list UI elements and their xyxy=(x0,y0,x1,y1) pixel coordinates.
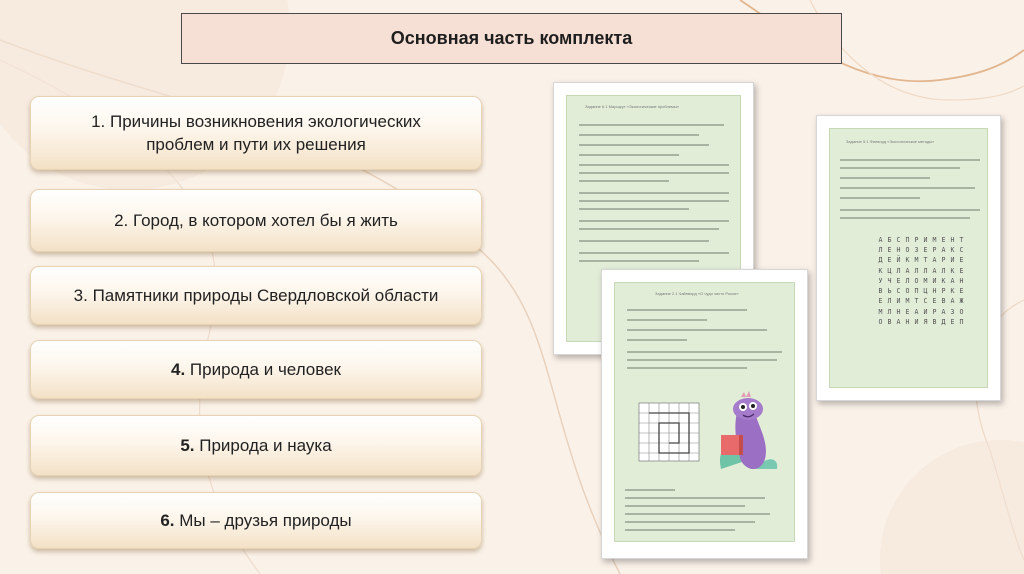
filword-letter: Е xyxy=(959,266,964,275)
filword-letter: Е xyxy=(932,297,937,306)
filword-letter: В xyxy=(932,317,937,326)
filword-letter: Д xyxy=(941,317,946,326)
filword-letter: Ч xyxy=(887,276,892,285)
filword-letter: Е xyxy=(878,297,883,306)
worksheet-green-area xyxy=(614,282,795,542)
filword-letter: А xyxy=(905,266,910,275)
filword-letter: Т xyxy=(914,297,919,306)
list-item-text: 4. Природа и человек xyxy=(171,360,341,379)
list-item-text: 1. Причины возникновения экологических проблем и пути их решения xyxy=(91,112,421,154)
list-item-6 xyxy=(30,492,482,549)
filword-letter: Н xyxy=(896,246,901,255)
filword-letter: Р xyxy=(932,307,937,316)
filword-letter: Ж xyxy=(959,297,964,306)
filword-letter: А xyxy=(914,307,919,316)
filword-letter: Л xyxy=(878,246,883,255)
filword-letter: К xyxy=(905,256,910,265)
filword-grid xyxy=(876,235,966,327)
filword-letter: А xyxy=(941,246,946,255)
filword-letter: Р xyxy=(941,256,946,265)
filword-letter: А xyxy=(941,307,946,316)
worksheet-green-area xyxy=(829,128,988,388)
filword-letter: И xyxy=(896,297,901,306)
filword-letter: А xyxy=(932,256,937,265)
slide-title: Основная часть комплекта xyxy=(181,13,842,64)
filword-letter: Н xyxy=(932,287,937,296)
filword-letter: О xyxy=(914,276,919,285)
list-item-text: 3. Памятники природы Свердловской области xyxy=(73,286,439,305)
filword-letter: Н xyxy=(896,307,901,316)
filword-letter: Ц xyxy=(887,266,892,275)
filword-letter: О xyxy=(905,246,910,255)
filword-letter: А xyxy=(878,236,883,244)
filword-letter: Л xyxy=(941,266,946,275)
filword-letter: Е xyxy=(959,287,964,296)
filword-letter: К xyxy=(950,287,955,296)
filword-letter: Л xyxy=(905,276,910,285)
worksheet-caption: Задание 5.1 Филворд «Экологические методы» xyxy=(846,139,935,144)
filword-letter: Л xyxy=(914,266,919,275)
filword-letter: Л xyxy=(887,297,892,306)
filword-letter: М xyxy=(932,236,937,244)
filword-letter: К xyxy=(950,246,955,255)
filword-letter: М xyxy=(914,256,919,265)
filword-letter: В xyxy=(887,317,892,326)
filword-letter: М xyxy=(905,297,910,306)
list-item-text: 5. Природа и наука xyxy=(180,436,332,455)
filword-letter: А xyxy=(932,266,937,275)
filword-letter: Л xyxy=(887,307,892,316)
filword-letter: Н xyxy=(905,317,910,326)
filword-letter: М xyxy=(923,276,928,285)
filword-letter: И xyxy=(950,256,955,265)
filword-letter: Е xyxy=(959,256,964,265)
filword-letter: П xyxy=(959,317,964,326)
filword-letter: У xyxy=(878,276,883,285)
filword-letter: Ь xyxy=(887,287,892,296)
filword-letter: Е xyxy=(950,317,955,326)
filword-letter: В xyxy=(878,287,883,296)
filword-letter: Ц xyxy=(923,287,928,296)
filword-letter: О xyxy=(878,317,883,326)
filword-letter: И xyxy=(923,236,928,244)
filword-letter: Т xyxy=(923,256,928,265)
filword-letter: Б xyxy=(887,236,892,244)
worksheet-page-center xyxy=(601,269,808,559)
filword-letter: О xyxy=(905,287,910,296)
filword-letter: Е xyxy=(887,246,892,255)
filword-letter: И xyxy=(932,276,937,285)
list-item-1 xyxy=(30,96,482,170)
list-item-2 xyxy=(30,189,482,252)
filword-letter: К xyxy=(878,266,883,275)
list-item-text: 2. Город, в котором хотел бы я жить xyxy=(114,211,398,230)
filword-letter: Е xyxy=(941,236,946,244)
filword-letter: М xyxy=(878,307,883,316)
filword-letter: П xyxy=(905,236,910,244)
filword-letter: С xyxy=(959,246,964,255)
worksheet-caption: Задание 2.1 Чайнворд «О чудо чисто Росси» xyxy=(655,291,739,296)
filword-letter: Е xyxy=(923,246,928,255)
filword-letter: С xyxy=(896,236,901,244)
filword-letter: Т xyxy=(959,236,964,244)
filword-letter: П xyxy=(914,287,919,296)
filword-letter: Р xyxy=(914,236,919,244)
filword-letter: Н xyxy=(950,236,955,244)
list-item-3 xyxy=(30,266,482,325)
filword-letter: О xyxy=(959,307,964,316)
filword-letter: Л xyxy=(896,266,901,275)
filword-letter: Е xyxy=(905,307,910,316)
filword-letter: Р xyxy=(932,246,937,255)
filword-letter: З xyxy=(914,246,919,255)
filword-letter: К xyxy=(950,266,955,275)
filword-letter: Д xyxy=(878,256,883,265)
filword-letter: Е xyxy=(887,256,892,265)
filword-letter: З xyxy=(950,307,955,316)
filword-letter: Р xyxy=(941,287,946,296)
filword-letter: Й xyxy=(896,256,901,265)
list-item-text: 6. Мы – друзья природы xyxy=(160,511,352,530)
filword-letter: С xyxy=(896,287,901,296)
filword-letter: И xyxy=(914,317,919,326)
filword-letter: А xyxy=(950,276,955,285)
worksheet-caption: Задание 6.1 Маршрут «Экологические проблемы» xyxy=(585,104,679,109)
filword-letter: А xyxy=(896,317,901,326)
dragon-mascot-icon xyxy=(715,391,783,475)
filword-letter: И xyxy=(923,307,928,316)
filword-letter: Н xyxy=(959,276,964,285)
filword-letter: А xyxy=(950,297,955,306)
filword-letter: В xyxy=(941,297,946,306)
list-item-5 xyxy=(30,415,482,476)
filword-letter: Е xyxy=(896,276,901,285)
worksheet-page-right xyxy=(816,115,1001,401)
filword-letter: Л xyxy=(923,266,928,275)
filword-letter: С xyxy=(923,297,928,306)
filword-letter: К xyxy=(941,276,946,285)
crossword-grid xyxy=(637,401,703,465)
filword-letter: Я xyxy=(923,317,928,326)
list-item-4 xyxy=(30,340,482,399)
